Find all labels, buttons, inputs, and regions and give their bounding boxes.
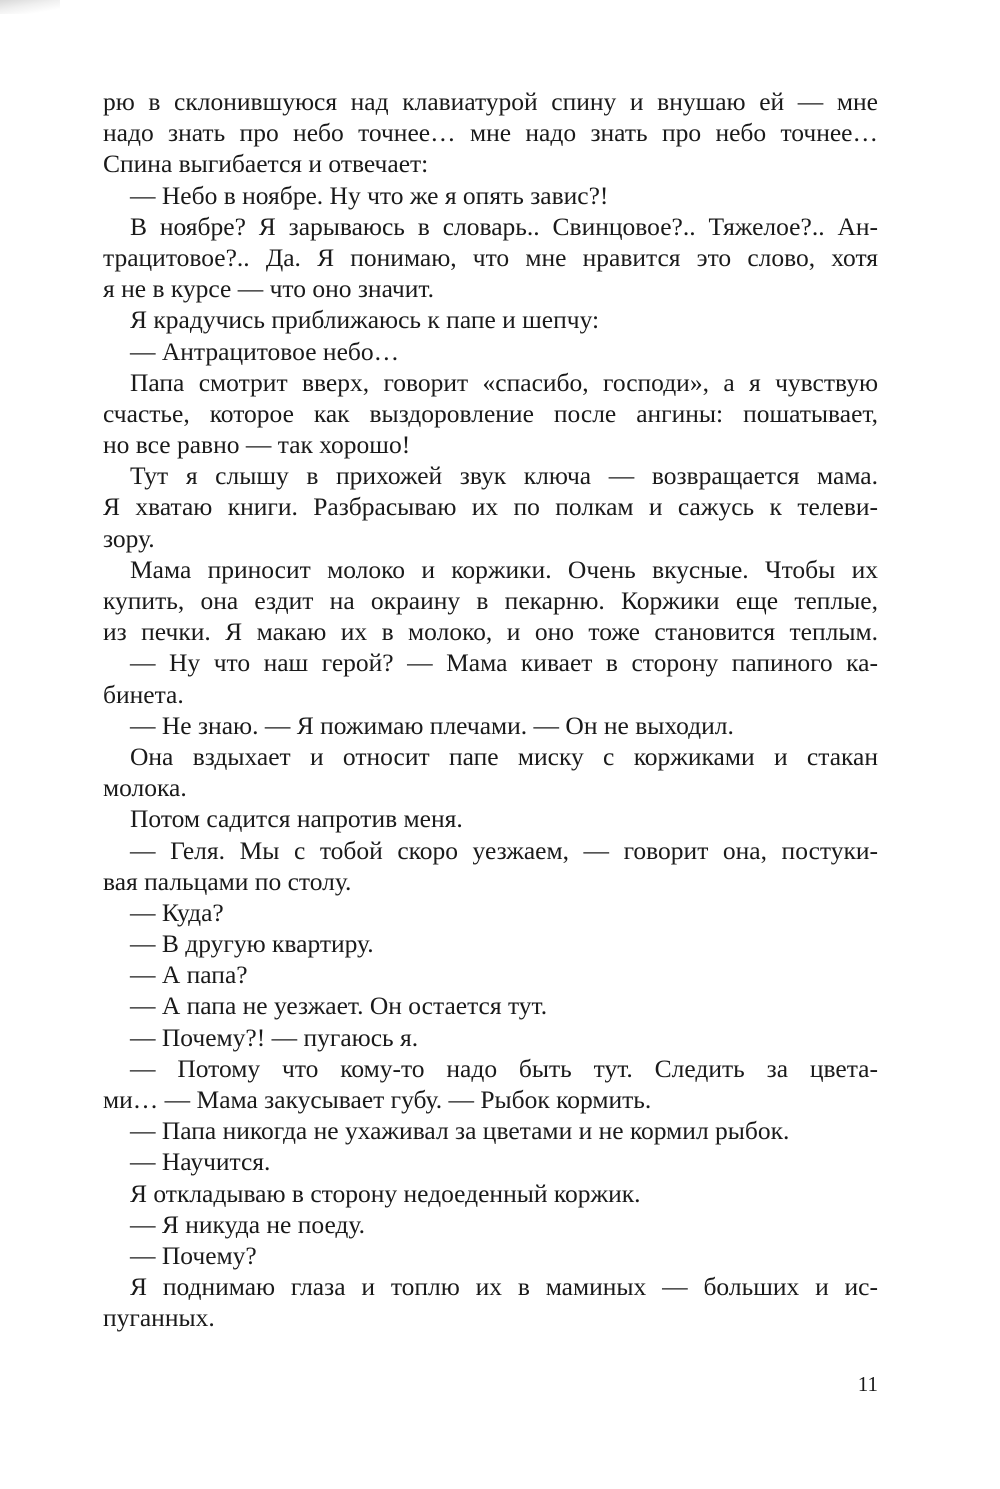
text-line: Тут я слышу в прихожей звук ключа — возвращается мама. — [130, 461, 878, 491]
text-line: — Небо в ноябре. Ну что же я опять завис?! — [130, 180, 609, 210]
text-line: надо знать про небо точнее… мне надо знать про небо точнее… — [103, 118, 878, 148]
text-line: — Научится. — [130, 1147, 271, 1177]
page-number: 11 — [857, 1372, 878, 1396]
text-line: — Папа никогда не ухаживал за цветами и не кормил рыбок. — [130, 1116, 790, 1146]
text-line: Спина выгибается и отвечает: — [103, 149, 429, 179]
text-line: но все равно — так хорошо! — [103, 430, 411, 460]
text-line: пуганных. — [103, 1303, 215, 1333]
text-line: Я откладываю в сторону недоеденный коржик. — [130, 1178, 641, 1208]
text-line: Я поднимаю глаза и топлю их в маминых — больших и ис- — [130, 1272, 878, 1302]
text-line: — А папа? — [130, 960, 248, 990]
text-line: Папа смотрит вверх, говорит «спасибо, господи», а я чувствую — [130, 367, 878, 397]
text-line: вая пальцами по столу. — [103, 866, 352, 896]
text-line: — Геля. Мы с тобой скоро уезжаем, — говорит она, постуки- — [130, 835, 878, 865]
text-line: я не в курсе — что оно значит. — [103, 274, 434, 304]
text-line: — Я никуда не поеду. — [130, 1209, 365, 1239]
text-line: ми… — Мама закусывает губу. — Рыбок кормить. — [103, 1085, 652, 1114]
page-corner-shadow — [0, 0, 60, 14]
text-line: счастье, которое как выздоровление после ангины: пошатывает, — [103, 398, 878, 428]
text-line: Мама приносит молоко и коржики. Очень вкусные. Чтобы их — [130, 554, 878, 584]
text-line: — Ну что наш герой? — Мама кивает в сторону папиного ка- — [130, 648, 878, 678]
text-line: Я крадучись приближаюсь к папе и шепчу: — [130, 305, 600, 335]
text-line: Я хватаю книги. Разбрасываю их по полкам и сажусь к телеви- — [103, 492, 878, 522]
text-line: — Почему?! — пугаюсь я. — [130, 1022, 419, 1052]
text-line: — Антрацитовое небо… — [130, 336, 400, 366]
text-line: Потом садится напротив меня. — [130, 804, 463, 834]
text-line: рю в склонившуюся над клавиатурой спину и внушаю ей — мне — [103, 87, 878, 116]
text-line: В ноябре? Я зарываюсь в словарь.. Свинцовое?.. Тяжелое?.. Ан- — [130, 211, 878, 241]
text-line: — Куда? — [130, 897, 224, 927]
text-line: трацитовое?.. Да. Я понимаю, что мне нравится это слово, хотя — [103, 242, 878, 272]
text-line: — Почему? — [130, 1240, 257, 1270]
text-line: молока. — [103, 773, 187, 803]
text-line: купить, она ездит на окраину в пекарню. Коржики еще теплые, — [103, 586, 878, 615]
text-line: — Потому что кому-то надо быть тут. Следить за цвета- — [130, 1053, 878, 1083]
text-line: — А папа не уезжает. Он остается тут. — [130, 991, 548, 1021]
text-line: — Не знаю. — Я пожимаю плечами. — Он не выходил. — [130, 710, 734, 740]
body-text — [103, 86, 878, 1334]
text-line: бинета. — [103, 679, 184, 709]
text-line: Она вздыхает и относит папе миску с коржиками и стакан — [130, 741, 878, 771]
text-line: зору. — [103, 523, 155, 553]
text-line: — В другую квартиру. — [130, 929, 374, 959]
text-line: из печки. Я макаю их в молоко, и оно тоже становится теплым. — [103, 617, 878, 647]
